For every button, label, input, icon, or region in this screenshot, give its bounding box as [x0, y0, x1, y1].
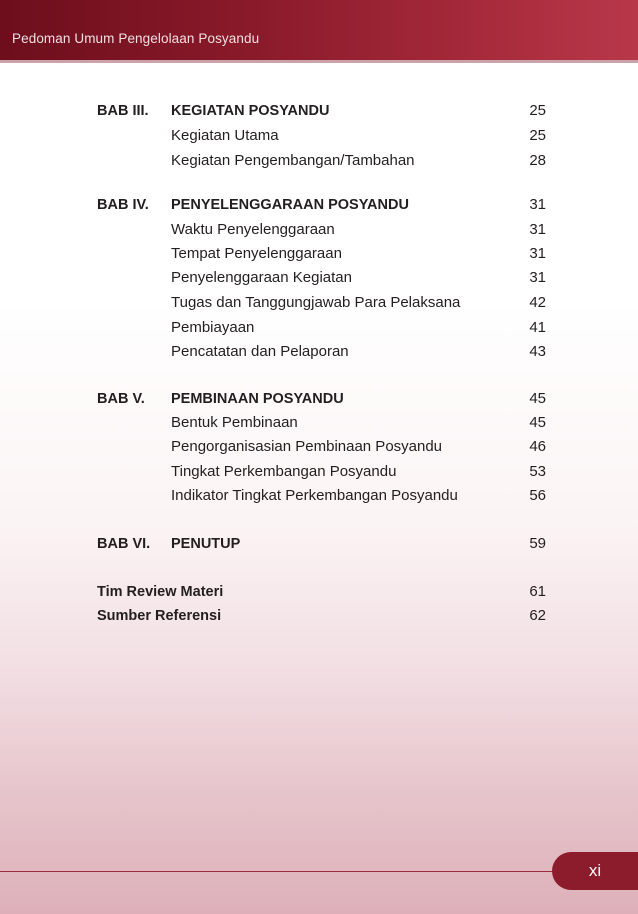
page-number: 62 [529, 607, 546, 624]
page-number: 46 [529, 438, 546, 455]
entry-label: Tugas dan Tanggungjawab Para Pelaksana [171, 294, 461, 311]
toc-chapter-row[interactable] [0, 99, 638, 123]
toc-chapter-row[interactable] [0, 193, 638, 217]
page-number: 25 [529, 127, 546, 144]
header-title: Pedoman Umum Pengelolaan Posyandu [12, 31, 260, 46]
chapter-number: BAB VI. [97, 536, 151, 552]
footer-page-number: xi [588, 861, 602, 880]
page-number: 31 [529, 269, 546, 286]
page-number: 31 [529, 196, 546, 213]
page-number: 25 [529, 102, 546, 119]
chapter-title: PEMBINAAN POSYANDU [171, 391, 344, 407]
entry-label: Penyelenggaraan Kegiatan [171, 269, 352, 286]
toc-chapter-row[interactable] [0, 387, 638, 411]
page-number: 61 [529, 583, 546, 600]
page-number: 45 [529, 414, 546, 431]
toc-extra-row[interactable] [0, 580, 638, 604]
entry-label: Pembiayaan [171, 319, 255, 336]
page-number: 31 [529, 221, 546, 238]
toc-entry-row[interactable] [0, 484, 638, 508]
entry-label: Bentuk Pembinaan [171, 414, 298, 431]
toc-entry-row[interactable] [0, 460, 638, 484]
toc-chapter-row[interactable] [0, 532, 638, 556]
entry-label: Waktu Penyelenggaraan [171, 221, 335, 238]
toc-entry-row[interactable] [0, 340, 638, 364]
entry-label: Pencatatan dan Pelaporan [171, 343, 349, 360]
entry-label: Kegiatan Pengembangan/Tambahan [171, 152, 415, 169]
toc-entry-row[interactable] [0, 316, 638, 340]
footer-page-tab [552, 852, 638, 890]
page-number: 31 [529, 245, 546, 262]
toc-entry-row[interactable] [0, 291, 638, 315]
entry-label: Tempat Penyelenggaraan [171, 245, 342, 262]
entry-label: Tim Review Materi [97, 584, 224, 600]
entry-label: Kegiatan Utama [171, 127, 279, 144]
entry-label: Sumber Referensi [97, 608, 222, 624]
page-number: 56 [529, 487, 546, 504]
chapter-title: KEGIATAN POSYANDU [171, 103, 330, 119]
page-number: 53 [529, 463, 546, 480]
page-number: 41 [529, 319, 546, 336]
entry-label: Pengorganisasian Pembinaan Posyandu [171, 438, 443, 455]
page-number: 45 [529, 390, 546, 407]
page-number: 28 [529, 152, 546, 169]
footer-divider [0, 871, 560, 872]
page-number: 43 [529, 343, 546, 360]
toc-entry-row[interactable] [0, 124, 638, 148]
chapter-title: PENUTUP [171, 536, 241, 552]
chapter-number: BAB V. [97, 391, 145, 407]
page-header [0, 0, 638, 63]
toc-entry-row[interactable] [0, 149, 638, 173]
toc-entry-row[interactable] [0, 266, 638, 290]
entry-label: Tingkat Perkembangan Posyandu [171, 463, 397, 480]
toc-entry-row[interactable] [0, 435, 638, 459]
entry-label: Indikator Tingkat Perkembangan Posyandu [171, 487, 458, 504]
chapter-number: BAB IV. [97, 197, 149, 213]
page-number: 59 [529, 535, 546, 552]
toc-entry-row[interactable] [0, 218, 638, 242]
page-number: 42 [529, 294, 546, 311]
chapter-title: PENYELENGGARAAN POSYANDU [171, 197, 409, 213]
toc-entry-row[interactable] [0, 242, 638, 266]
toc-extra-row[interactable] [0, 604, 638, 628]
chapter-number: BAB III. [97, 103, 149, 119]
toc-entry-row[interactable] [0, 411, 638, 435]
